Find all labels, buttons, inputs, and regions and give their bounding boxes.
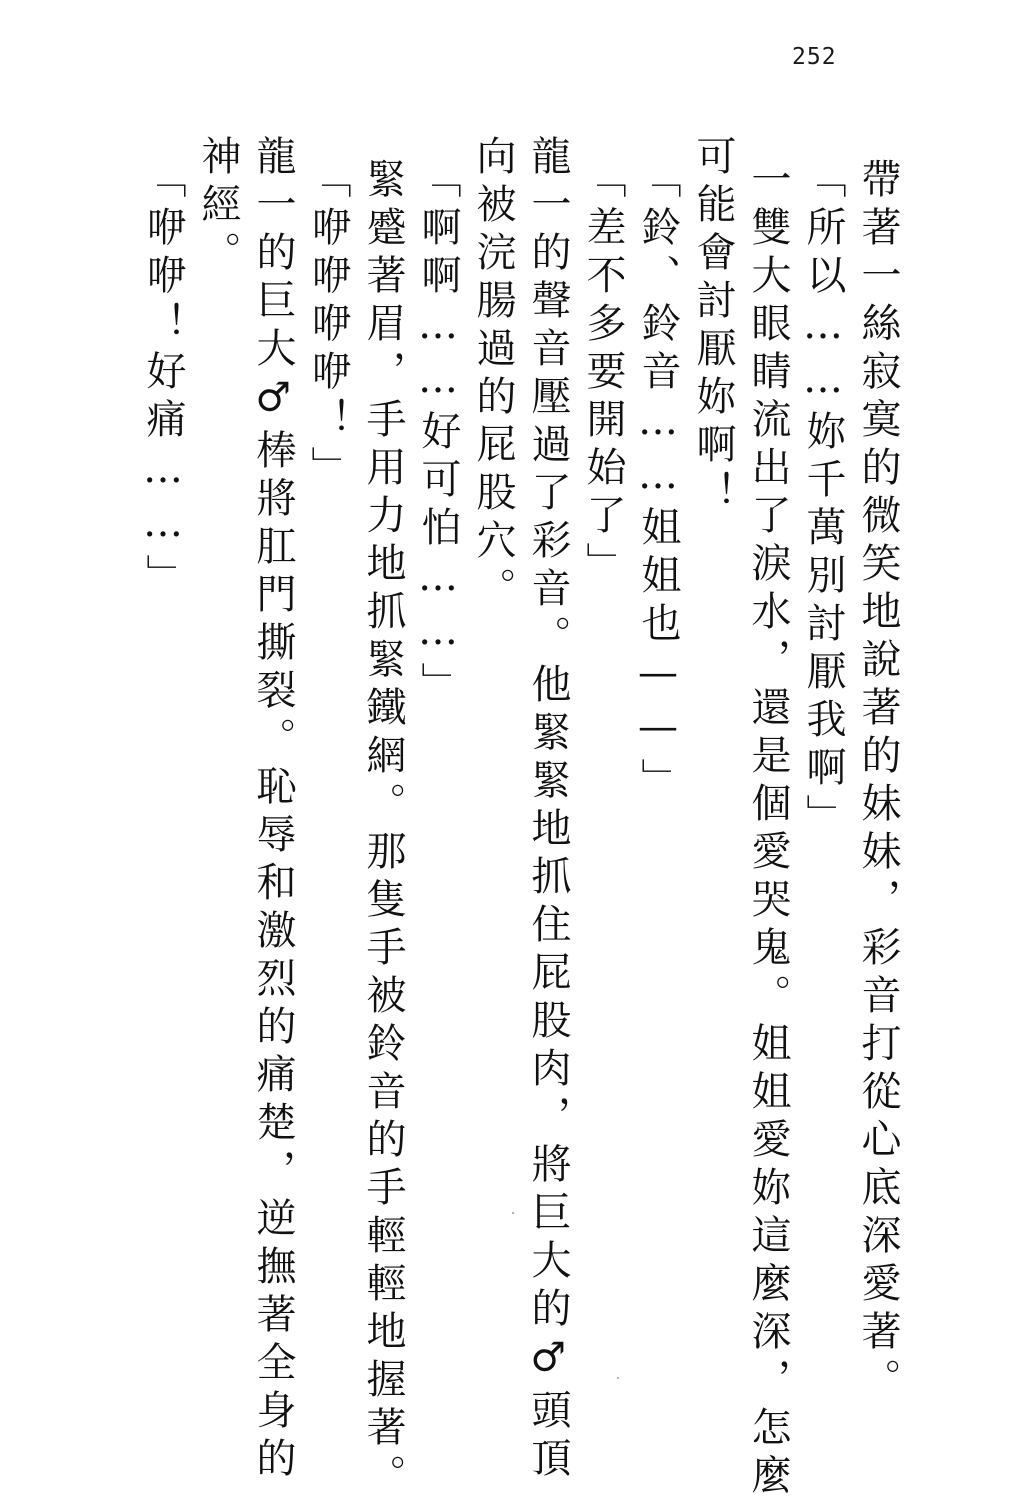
text-column-3: 一雙大眼睛流出了淚水，還是個愛哭鬼。姐姐愛妳這麼深，怎麼: [745, 158, 791, 1502]
text-column-6: 「差不多要開始了」: [580, 158, 626, 590]
text-column-4: 可能會討厭妳啊！: [690, 135, 736, 519]
text-column-2: 「所以……妳千萬別討厭我啊」: [800, 158, 846, 842]
text-column-14: 「咿咿！好痛……」: [140, 158, 186, 602]
text-column-13: 神經。: [195, 135, 241, 279]
scan-speck: [617, 1377, 619, 1379]
page-number: 252: [792, 44, 837, 70]
text-column-10: 緊蹙著眉，手用力地抓緊鐵網。那隻手被鈴音的手輕輕地握著。: [360, 158, 406, 1502]
text-column-9: 「啊啊……好可怕……」: [415, 158, 461, 710]
text-column-5: 「鈴、鈴音……姐姐也——」: [635, 158, 681, 806]
text-column-1: 帶著一絲寂寞的微笑地說著的妹妹，彩音打從心底深愛著。: [855, 158, 901, 1406]
text-column-8: 向被浣腸過的屁股穴。: [470, 135, 516, 615]
text-column-7: 龍一的聲音壓過了彩音。他緊緊地抓住屁股肉，將巨大的♂頭頂: [525, 135, 571, 1485]
scan-speck: [512, 1212, 514, 1214]
text-column-11: 「咿咿咿咿！」: [305, 158, 351, 494]
text-column-12: 龍一的巨大♂棒將肛門撕裂。恥辱和激烈的痛楚，逆撫著全身的: [250, 135, 296, 1485]
